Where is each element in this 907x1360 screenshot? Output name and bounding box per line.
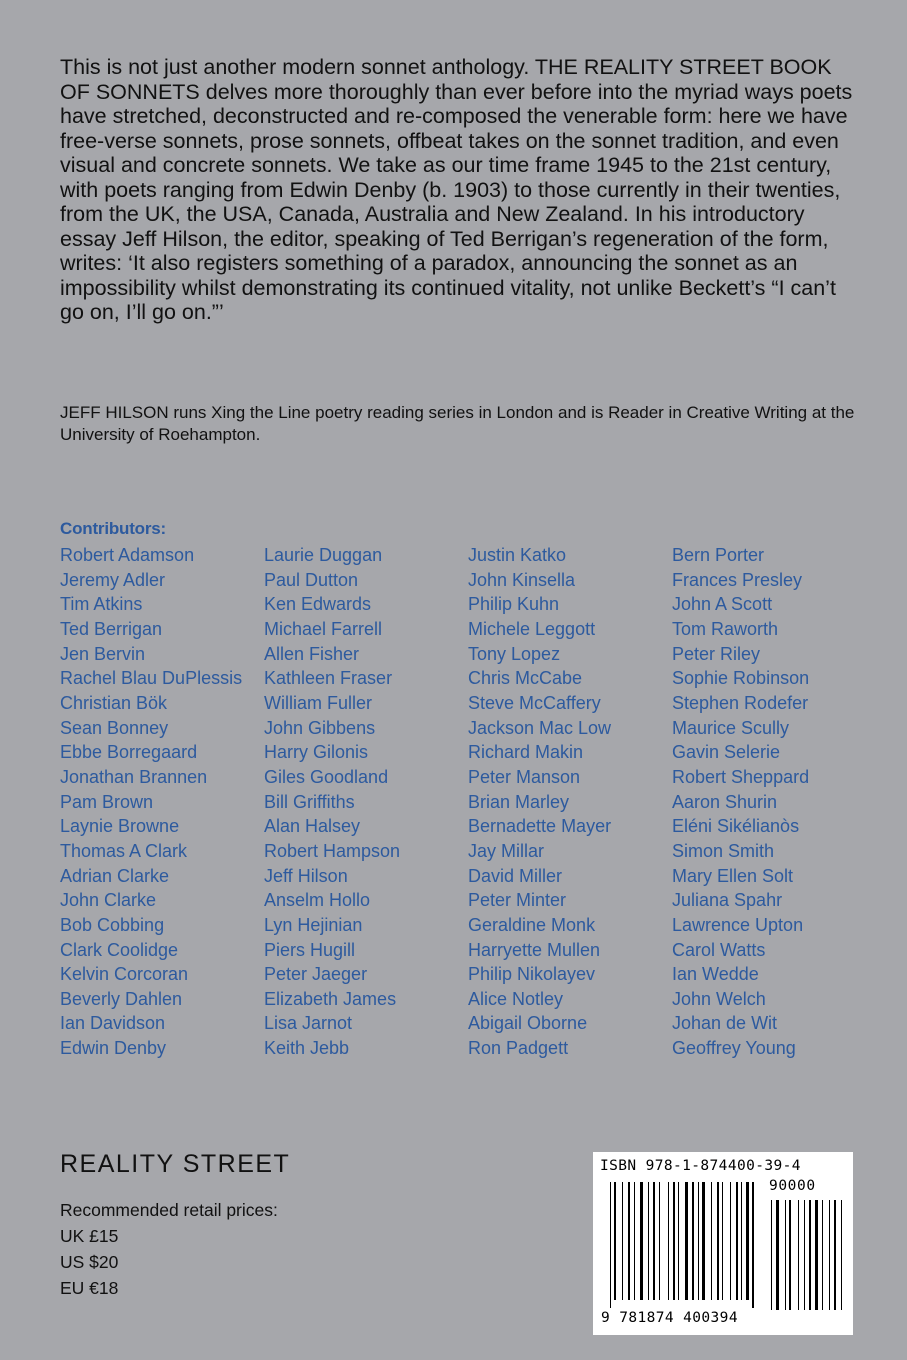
contributor-name: Alan Halsey bbox=[264, 816, 361, 837]
isbn-text: ISBN 978-1-874400-39-4 bbox=[600, 1158, 801, 1174]
contributor-name: Harry Gilonis bbox=[264, 742, 369, 763]
contributor-name: Lawrence Upton bbox=[672, 914, 804, 935]
contributor-name: Jeff Hilson bbox=[264, 865, 348, 886]
contributor-name: Geoffrey Young bbox=[672, 1038, 796, 1059]
contributor-name: John Clarke bbox=[60, 890, 157, 911]
contributor-name: Edwin Denby bbox=[60, 1038, 167, 1059]
contributor-name: Jeremy Adler bbox=[60, 569, 166, 590]
contributor-name: Gavin Selerie bbox=[672, 742, 781, 763]
contributor-name: Steve McCaffery bbox=[468, 692, 601, 713]
contributor-name: John Gibbens bbox=[264, 717, 376, 738]
contributor-name: Michele Leggott bbox=[468, 618, 596, 639]
contributor-name: David Miller bbox=[468, 865, 563, 886]
price-eu: EU €18 bbox=[60, 1278, 119, 1298]
contributors-column bbox=[264, 543, 468, 1061]
contributor-name: Peter Minter bbox=[468, 890, 567, 911]
contributor-name: Sean Bonney bbox=[60, 717, 169, 738]
contributor-name: Ian Wedde bbox=[672, 964, 759, 985]
contributor-name: Beverly Dahlen bbox=[60, 988, 183, 1009]
blurb-paragraph: This is not just another modern sonnet anthology. THE REALITY STREET BOOK OF SONNETS delves more thoroughly than ever before into the myriad ways poets have stretched, deconstructed and re-composed the venerable form: here we have free-verse sonnets, prose sonnets, offbeat takes on the sonnet tradition, and even visual and concrete sonnets. We take as our time frame 1945 to the 21st century, with poets ranging from Edwin Denby (b. 1903) to those currently in their twenties, from the UK, the USA, Canada, Australia and New Zealand. In his introductory essay Jeff Hilson, the editor, speaking of Ted Berrigan’s regeneration of the form, writes: ‘It also registers something of a paradox, announcing the sonnet as an impossibility whilst demonstrating its continued vitality, not unlike Beckett’s “I can’t go on, I’ll go on.”’ bbox=[60, 55, 853, 324]
contributor-name: Carol Watts bbox=[672, 939, 766, 960]
prices-heading: Recommended retail prices: bbox=[60, 1200, 278, 1220]
contributor-name: Jackson Mac Low bbox=[468, 717, 612, 738]
contributor-name: Alice Notley bbox=[468, 988, 564, 1009]
contributor-name: Chris McCabe bbox=[468, 668, 583, 689]
contributor-name: Richard Makin bbox=[468, 742, 584, 763]
contributor-name: Kelvin Corcoran bbox=[60, 964, 189, 985]
contributor-name: Tony Lopez bbox=[468, 643, 561, 664]
contributor-name: Paul Dutton bbox=[264, 569, 359, 590]
contributor-name: Geraldine Monk bbox=[468, 914, 596, 935]
contributor-name: Aaron Shurin bbox=[672, 791, 778, 812]
contributor-name: John Welch bbox=[672, 988, 766, 1009]
contributor-name: Rachel Blau DuPlessis bbox=[60, 668, 243, 689]
contributor-name: Sophie Robinson bbox=[672, 668, 810, 689]
contributor-name: John Kinsella bbox=[468, 569, 576, 590]
contributor-name: Bill Griffiths bbox=[264, 791, 355, 812]
contributor-name: Harryette Mullen bbox=[468, 939, 601, 960]
contributors-heading: Contributors: bbox=[60, 519, 166, 538]
price-us: US $20 bbox=[60, 1252, 119, 1272]
contributor-name: Justin Katko bbox=[468, 545, 567, 565]
contributor-name: Philip Nikolayev bbox=[468, 964, 596, 985]
contributor-name: Robert Sheppard bbox=[672, 766, 810, 787]
contributor-name: Abigail Oborne bbox=[468, 1013, 588, 1034]
contributor-name: Mary Ellen Solt bbox=[672, 865, 794, 886]
contributor-name: John A Scott bbox=[672, 594, 773, 615]
contributor-name: Peter Riley bbox=[672, 643, 761, 664]
price-uk: UK £15 bbox=[60, 1226, 119, 1246]
contributor-name: Ron Padgett bbox=[468, 1038, 569, 1059]
contributor-name: Adrian Clarke bbox=[60, 865, 170, 886]
contributor-name: Keith Jebb bbox=[264, 1038, 350, 1059]
contributor-name: Laurie Duggan bbox=[264, 545, 383, 565]
publisher-name: REALITY STREET bbox=[60, 1150, 291, 1178]
contributor-name: Tim Atkins bbox=[60, 594, 143, 615]
contributor-name: Kathleen Fraser bbox=[264, 668, 393, 689]
contributor-name: Bern Porter bbox=[672, 545, 765, 565]
contributor-name: Robert Hampson bbox=[264, 840, 401, 861]
barcode-addon-text: 90000 bbox=[769, 1178, 816, 1194]
contributor-name: Jonathan Brannen bbox=[60, 766, 208, 787]
contributor-name: Juliana Spahr bbox=[672, 890, 783, 911]
contributor-name: Peter Manson bbox=[468, 766, 581, 787]
contributor-name: Jay Millar bbox=[468, 840, 545, 861]
contributor-name: Anselm Hollo bbox=[264, 890, 371, 911]
contributor-name: Peter Jaeger bbox=[264, 964, 368, 985]
contributor-name: Bob Cobbing bbox=[60, 914, 165, 935]
contributor-name: Eléni Sikélianòs bbox=[672, 816, 800, 837]
contributor-name: Tom Raworth bbox=[672, 618, 779, 639]
contributor-name: Philip Kuhn bbox=[468, 594, 560, 615]
contributor-name: Bernadette Mayer bbox=[468, 816, 612, 837]
contributor-name: Pam Brown bbox=[60, 791, 154, 812]
retail-prices bbox=[60, 1197, 278, 1301]
contributor-name: Piers Hugill bbox=[264, 939, 356, 960]
isbn-barcode bbox=[593, 1152, 853, 1335]
contributor-name: Laynie Browne bbox=[60, 816, 180, 837]
contributor-name: Robert Adamson bbox=[60, 545, 195, 565]
barcode-digits: 9 781874 400394 bbox=[601, 1310, 738, 1326]
contributor-name: Allen Fisher bbox=[264, 643, 360, 664]
editor-bio: JEFF HILSON runs Xing the Line poetry reading series in London and is Reader in Creative Writing at the University of Roehampton. bbox=[60, 403, 855, 444]
contributor-name: Ebbe Borregaard bbox=[60, 742, 198, 763]
contributor-name: Michael Farrell bbox=[264, 618, 383, 639]
contributor-name: Elizabeth James bbox=[264, 988, 397, 1009]
contributor-name: Clark Coolidge bbox=[60, 939, 179, 960]
contributor-name: Lyn Hejinian bbox=[264, 914, 363, 935]
contributors-column bbox=[672, 543, 876, 1061]
contributor-name: Giles Goodland bbox=[264, 766, 389, 787]
contributors-column bbox=[60, 543, 264, 1061]
contributor-name: Frances Presley bbox=[672, 569, 803, 590]
contributor-name: Stephen Rodefer bbox=[672, 692, 809, 713]
contributor-name: William Fuller bbox=[264, 692, 372, 713]
contributor-name: Thomas A Clark bbox=[60, 840, 188, 861]
contributor-name: Christian Bök bbox=[60, 692, 168, 713]
contributor-name: Jen Bervin bbox=[60, 643, 146, 664]
contributor-name: Simon Smith bbox=[672, 840, 775, 861]
contributor-name: Johan de Wit bbox=[672, 1013, 778, 1034]
contributors-column bbox=[468, 543, 672, 1061]
contributor-name: Lisa Jarnot bbox=[264, 1013, 353, 1034]
contributor-name: Ian Davidson bbox=[60, 1013, 166, 1034]
contributor-name: Maurice Scully bbox=[672, 717, 790, 738]
contributors-list bbox=[60, 543, 876, 1061]
contributor-name: Ted Berrigan bbox=[60, 618, 163, 639]
contributor-name: Ken Edwards bbox=[264, 594, 372, 615]
contributor-name: Brian Marley bbox=[468, 791, 570, 812]
